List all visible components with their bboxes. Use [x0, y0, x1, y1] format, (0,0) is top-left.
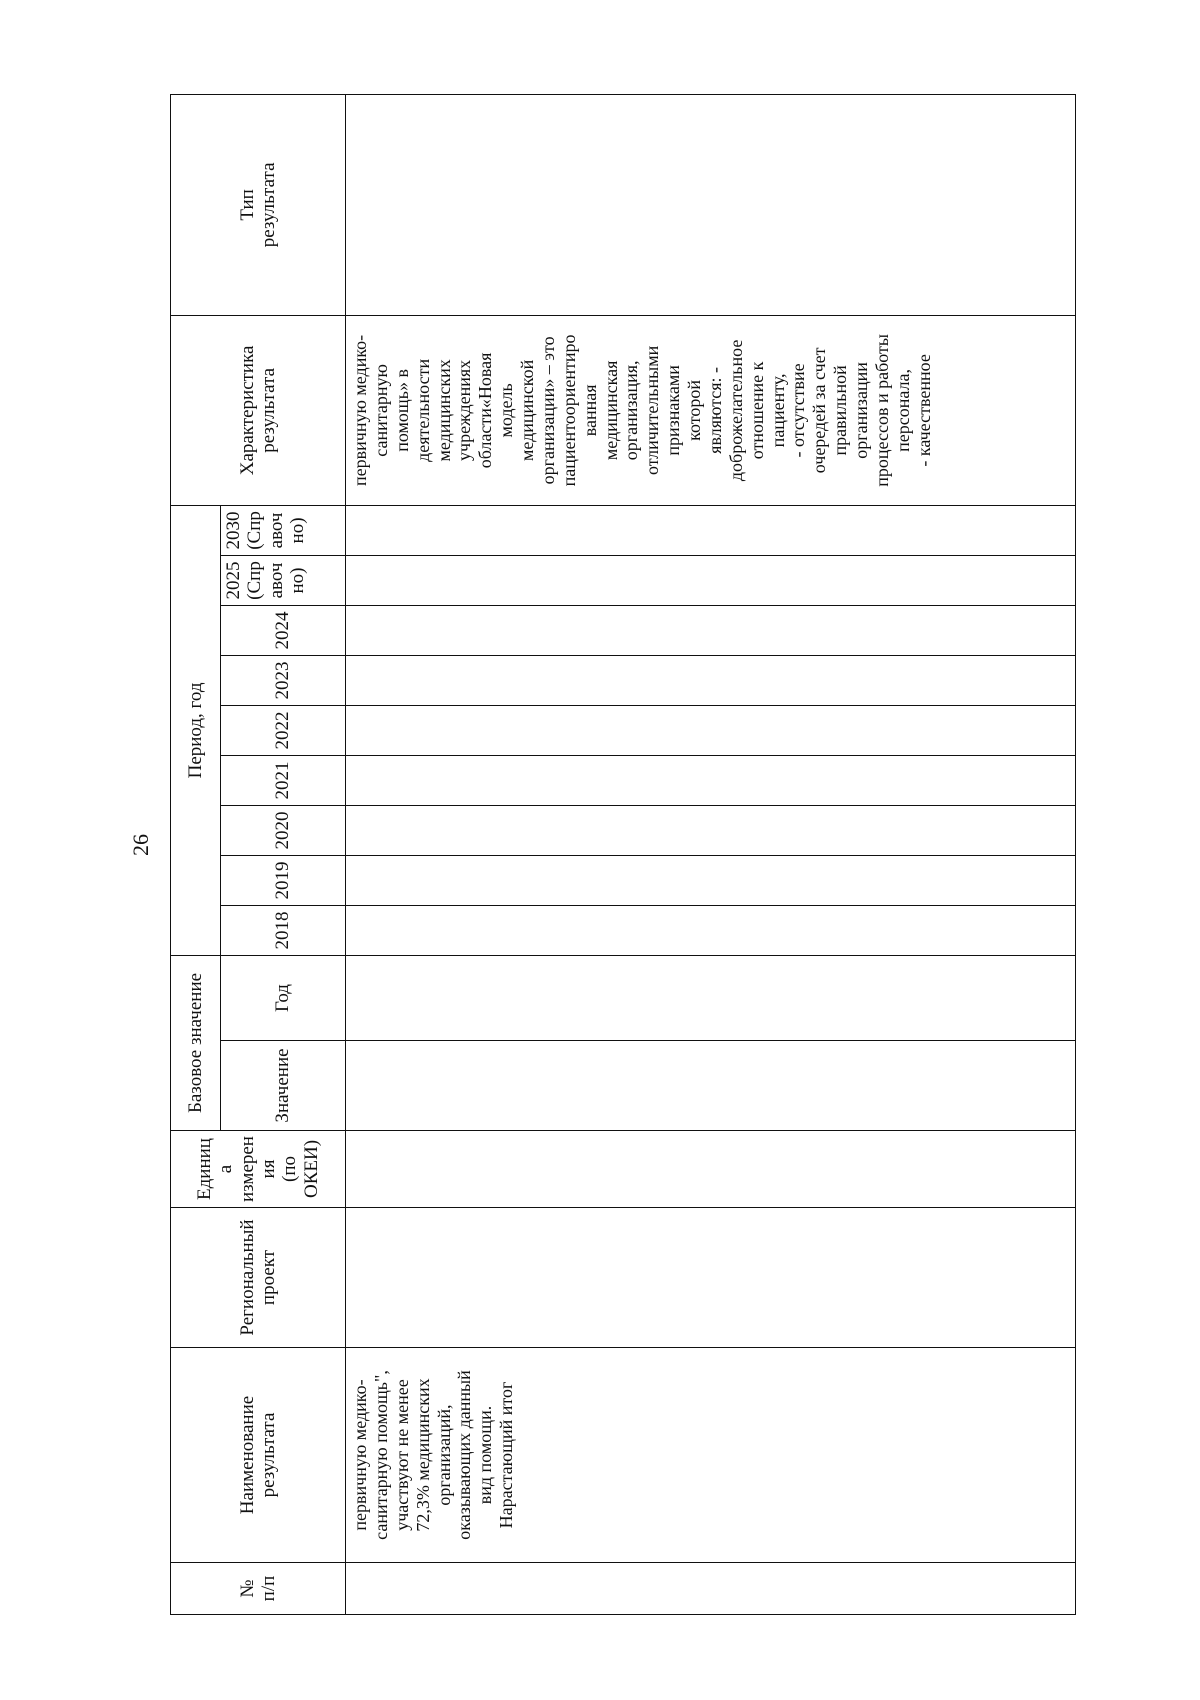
- cell-project: [346, 1208, 1076, 1348]
- cell-base-value: [346, 1041, 1076, 1131]
- header-year-2025: 2025 (Спр авоч но): [221, 555, 346, 605]
- cell-year-2020: [346, 805, 1076, 855]
- cell-year-2019: [346, 855, 1076, 905]
- cell-year-2024: [346, 605, 1076, 655]
- header-base-value-value: Значение: [221, 1041, 346, 1131]
- header-num: № п/п: [171, 1563, 346, 1615]
- header-year-2022: 2022: [221, 705, 346, 755]
- results-table: [170, 94, 1076, 1615]
- header-project: Региональный проект: [171, 1208, 346, 1348]
- header-characteristic: Характеристика результата: [171, 315, 346, 505]
- header-year-2018: 2018: [221, 905, 346, 955]
- cell-year-2025: [346, 555, 1076, 605]
- header-year-2024: 2024: [221, 605, 346, 655]
- header-base-value-year: Год: [221, 955, 346, 1040]
- cell-characteristic: первичную медико- санитарную помощь» в деятельности медицинских учреждениях области«Новая модель медицинской организации» – это пациентоориентиро ванная медицинская организация, отличительными признаками которой являются: - доброжелательное отношение к пациенту, - отсутствие очередей за счет правильной организации процессов и работы персонала, - качественное: [346, 315, 1076, 505]
- cell-year-2021: [346, 755, 1076, 805]
- cell-year-2018: [346, 905, 1076, 955]
- cell-unit: [346, 1131, 1076, 1208]
- cell-num: [346, 1563, 1076, 1615]
- header-period: Период, год: [171, 505, 221, 955]
- header-year-2023: 2023: [221, 655, 346, 705]
- cell-type: [346, 94, 1076, 315]
- cell-name: первичную медико- санитарную помощь", участвуют не менее 72,3% медицинских организаций, оказывающих данный вид помощи. Нарастающий итог: [346, 1348, 1076, 1563]
- table-row: [346, 94, 1076, 1614]
- header-year-2021: 2021: [221, 755, 346, 805]
- cell-year-2030: [346, 505, 1076, 555]
- cell-year-2022: [346, 705, 1076, 755]
- header-year-2020: 2020: [221, 805, 346, 855]
- cell-base-year: [346, 955, 1076, 1040]
- header-type: Тип результата: [171, 94, 346, 315]
- header-year-2019: 2019: [221, 855, 346, 905]
- cell-year-2023: [346, 655, 1076, 705]
- rotated-table-container: [170, 95, 1075, 1615]
- header-year-2030: 2030 (Спр авоч но): [221, 505, 346, 555]
- header-name: Наименование результата: [171, 1348, 346, 1563]
- header-unit: Единиц а измерен ия (по ОКЕИ): [171, 1131, 346, 1208]
- page-number: 26: [128, 834, 153, 856]
- header-base-value: Базовое значение: [171, 955, 221, 1130]
